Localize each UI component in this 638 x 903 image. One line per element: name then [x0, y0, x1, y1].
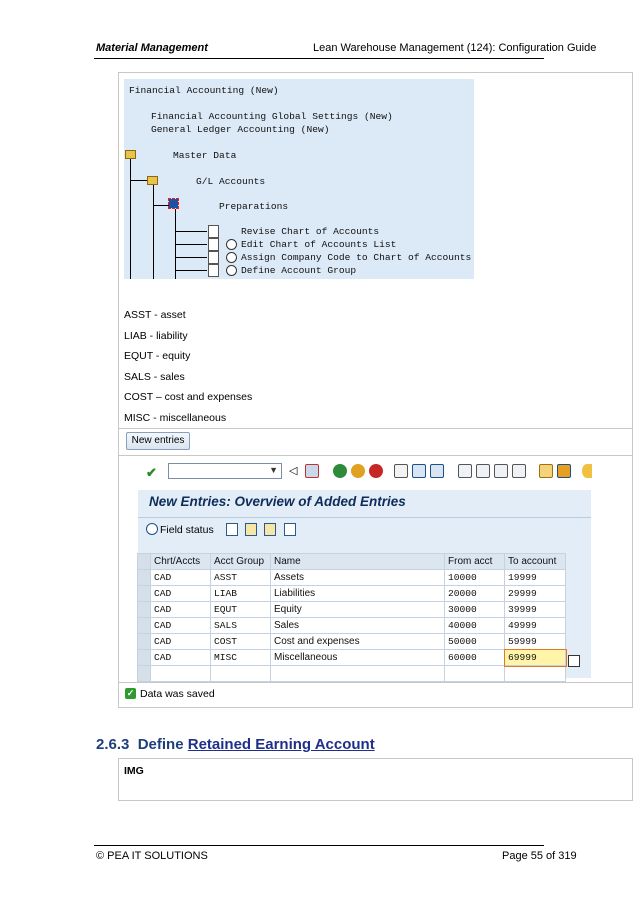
- table-row[interactable]: [138, 634, 566, 650]
- previous-page-icon[interactable]: [476, 464, 490, 478]
- row-selector[interactable]: [138, 586, 151, 602]
- code-sals: SALS - sales: [124, 371, 185, 383]
- footer-rule: [94, 845, 544, 846]
- clock-icon: [226, 265, 237, 276]
- cell-to[interactable]: 59999: [505, 634, 566, 650]
- tree-item-revise-chart[interactable]: Revise Chart of Accounts: [241, 226, 380, 237]
- folder-icon: [125, 150, 136, 159]
- tree-item-define-account-group[interactable]: Define Account Group: [241, 265, 357, 276]
- img-tree: [124, 79, 474, 279]
- account-group-table: [137, 553, 566, 682]
- status-message: Data was saved: [140, 688, 215, 700]
- img-label: IMG: [124, 765, 144, 777]
- section-prefix: Define: [137, 736, 184, 753]
- tree-item-assign-company-code[interactable]: Assign Company Code to Chart of Accounts: [241, 252, 472, 263]
- clock-icon: [226, 252, 237, 263]
- code-liab: LIAB - liability: [124, 330, 188, 342]
- select-all-icon[interactable]: [245, 523, 257, 536]
- cell-empty[interactable]: [211, 666, 271, 682]
- cell-from[interactable]: 60000: [445, 650, 505, 666]
- col-acct-group[interactable]: Acct Group: [211, 554, 271, 570]
- folder-icon: [147, 176, 158, 185]
- new-session-icon[interactable]: [539, 464, 553, 478]
- table-row[interactable]: [138, 570, 566, 586]
- code-cost: COST – cost and expenses: [124, 391, 253, 403]
- row-selector[interactable]: [138, 650, 151, 666]
- cell-from[interactable]: 30000: [445, 602, 505, 618]
- enter-check-icon[interactable]: ✔: [146, 465, 157, 480]
- header-rule: [94, 58, 544, 59]
- help-icon[interactable]: [582, 464, 592, 478]
- cell-to[interactable]: 49999: [505, 618, 566, 634]
- back-icon[interactable]: [333, 464, 347, 478]
- section-link[interactable]: Retained Earning Account: [187, 736, 375, 753]
- delete-icon[interactable]: [226, 523, 238, 536]
- code-equt: EQUT - equity: [124, 350, 191, 362]
- cell-empty[interactable]: [505, 666, 566, 682]
- success-check-icon: ✓: [126, 688, 135, 698]
- back-arrow-icon[interactable]: ◁: [289, 465, 298, 477]
- panel-title: New Entries: Overview of Added Entries: [149, 494, 406, 509]
- img-box: [118, 758, 633, 801]
- first-page-icon[interactable]: [458, 464, 472, 478]
- footer-left: © PEA IT SOLUTIONS: [96, 850, 208, 862]
- cell-name[interactable]: Assets: [271, 570, 445, 586]
- divider: [119, 682, 632, 683]
- row-selector[interactable]: [138, 666, 151, 682]
- tree-item-financial-accounting[interactable]: Financial Accounting (New): [129, 85, 279, 96]
- col-chrt-accts[interactable]: Chrt/Accts: [151, 554, 211, 570]
- print-icon[interactable]: [394, 464, 408, 478]
- folder-open-icon: [169, 199, 178, 208]
- col-name[interactable]: Name: [271, 554, 445, 570]
- cell-chrt: CAD: [151, 618, 211, 634]
- cell-name[interactable]: Miscellaneous: [271, 650, 445, 666]
- cell-chrt: CAD: [151, 602, 211, 618]
- row-selector[interactable]: [138, 618, 151, 634]
- cell-group[interactable]: MISC: [211, 650, 271, 666]
- cell-to[interactable]: 19999: [505, 570, 566, 586]
- find-icon[interactable]: [412, 464, 426, 478]
- cell-chrt: CAD: [151, 570, 211, 586]
- command-field[interactable]: [168, 463, 282, 479]
- table-row-empty[interactable]: [138, 666, 566, 682]
- cell-group[interactable]: SALS: [211, 618, 271, 634]
- document-icon: [208, 238, 219, 251]
- cell-name[interactable]: Sales: [271, 618, 445, 634]
- tree-item-gl-accounts[interactable]: G/L Accounts: [196, 176, 266, 187]
- cancel-icon[interactable]: [369, 464, 383, 478]
- cell-from[interactable]: 40000: [445, 618, 505, 634]
- field-status-icon[interactable]: [146, 523, 158, 535]
- cell-name[interactable]: Cost and expenses: [271, 634, 445, 650]
- tree-item-preparations[interactable]: Preparations: [219, 201, 289, 212]
- save-icon[interactable]: [305, 464, 319, 478]
- chevron-down-icon[interactable]: ▼: [269, 465, 278, 475]
- find-next-icon[interactable]: [430, 464, 444, 478]
- new-entries-button[interactable]: New entries: [126, 432, 190, 450]
- table-header-row: [138, 554, 566, 570]
- document-icon: [208, 225, 219, 238]
- shortcut-icon[interactable]: [557, 464, 571, 478]
- cell-chrt: CAD: [151, 650, 211, 666]
- table-row[interactable]: [138, 650, 566, 666]
- row-selector[interactable]: [138, 602, 151, 618]
- tree-item-edit-chart-list[interactable]: Edit Chart of Accounts List: [241, 239, 397, 250]
- cell-group[interactable]: EQUT: [211, 602, 271, 618]
- cell-group[interactable]: LIAB: [211, 586, 271, 602]
- select-block-icon[interactable]: [264, 523, 276, 536]
- header-left: Material Management: [96, 42, 208, 54]
- cell-group[interactable]: ASST: [211, 570, 271, 586]
- cell-empty[interactable]: [445, 666, 505, 682]
- document-icon: [208, 264, 219, 277]
- divider: [119, 455, 632, 456]
- tree-item-master-data[interactable]: Master Data: [173, 150, 237, 161]
- document-icon: [208, 251, 219, 264]
- cell-from[interactable]: 10000: [445, 570, 505, 586]
- table-row[interactable]: [138, 618, 566, 634]
- row-selector[interactable]: [138, 634, 151, 650]
- header-right: Lean Warehouse Management (124): Configuration Guide: [313, 42, 597, 54]
- row-selector[interactable]: [138, 570, 151, 586]
- deselect-all-icon[interactable]: [284, 523, 296, 536]
- code-misc: MISC - miscellaneous: [124, 412, 227, 424]
- cell-chrt: CAD: [151, 586, 211, 602]
- cell-name[interactable]: Liabilities: [271, 586, 445, 602]
- cell-to[interactable]: 29999: [505, 586, 566, 602]
- value-help-icon[interactable]: [568, 655, 580, 667]
- cell-group[interactable]: COST: [211, 634, 271, 650]
- cell-empty[interactable]: [151, 666, 211, 682]
- section-number: 2.6.3: [96, 736, 130, 753]
- cell-to-active[interactable]: 69999: [505, 650, 566, 666]
- col-to-account[interactable]: To account: [505, 554, 566, 570]
- divider: [119, 428, 632, 429]
- tree-item-gl-accounting[interactable]: General Ledger Accounting (New): [151, 124, 330, 135]
- cell-name[interactable]: Equity: [271, 602, 445, 618]
- cell-chrt: CAD: [151, 634, 211, 650]
- cell-from[interactable]: 50000: [445, 634, 505, 650]
- footer-page-number: Page 55 of 319: [502, 850, 577, 862]
- cell-from[interactable]: 20000: [445, 586, 505, 602]
- table-row[interactable]: [138, 586, 566, 602]
- cell-empty[interactable]: [271, 666, 445, 682]
- exit-icon[interactable]: [351, 464, 365, 478]
- clock-icon: [226, 239, 237, 250]
- tree-item-global-settings[interactable]: Financial Accounting Global Settings (New): [151, 111, 393, 122]
- table-row[interactable]: [138, 602, 566, 618]
- next-page-icon[interactable]: [494, 464, 508, 478]
- last-page-icon[interactable]: [512, 464, 526, 478]
- cell-to[interactable]: 39999: [505, 602, 566, 618]
- select-column-header[interactable]: [138, 554, 151, 570]
- field-status-button[interactable]: Field status: [160, 524, 214, 536]
- divider: [138, 517, 591, 518]
- col-from-acct[interactable]: From acct: [445, 554, 505, 570]
- section-heading: [96, 736, 375, 753]
- code-asst: ASST - asset: [124, 309, 186, 321]
